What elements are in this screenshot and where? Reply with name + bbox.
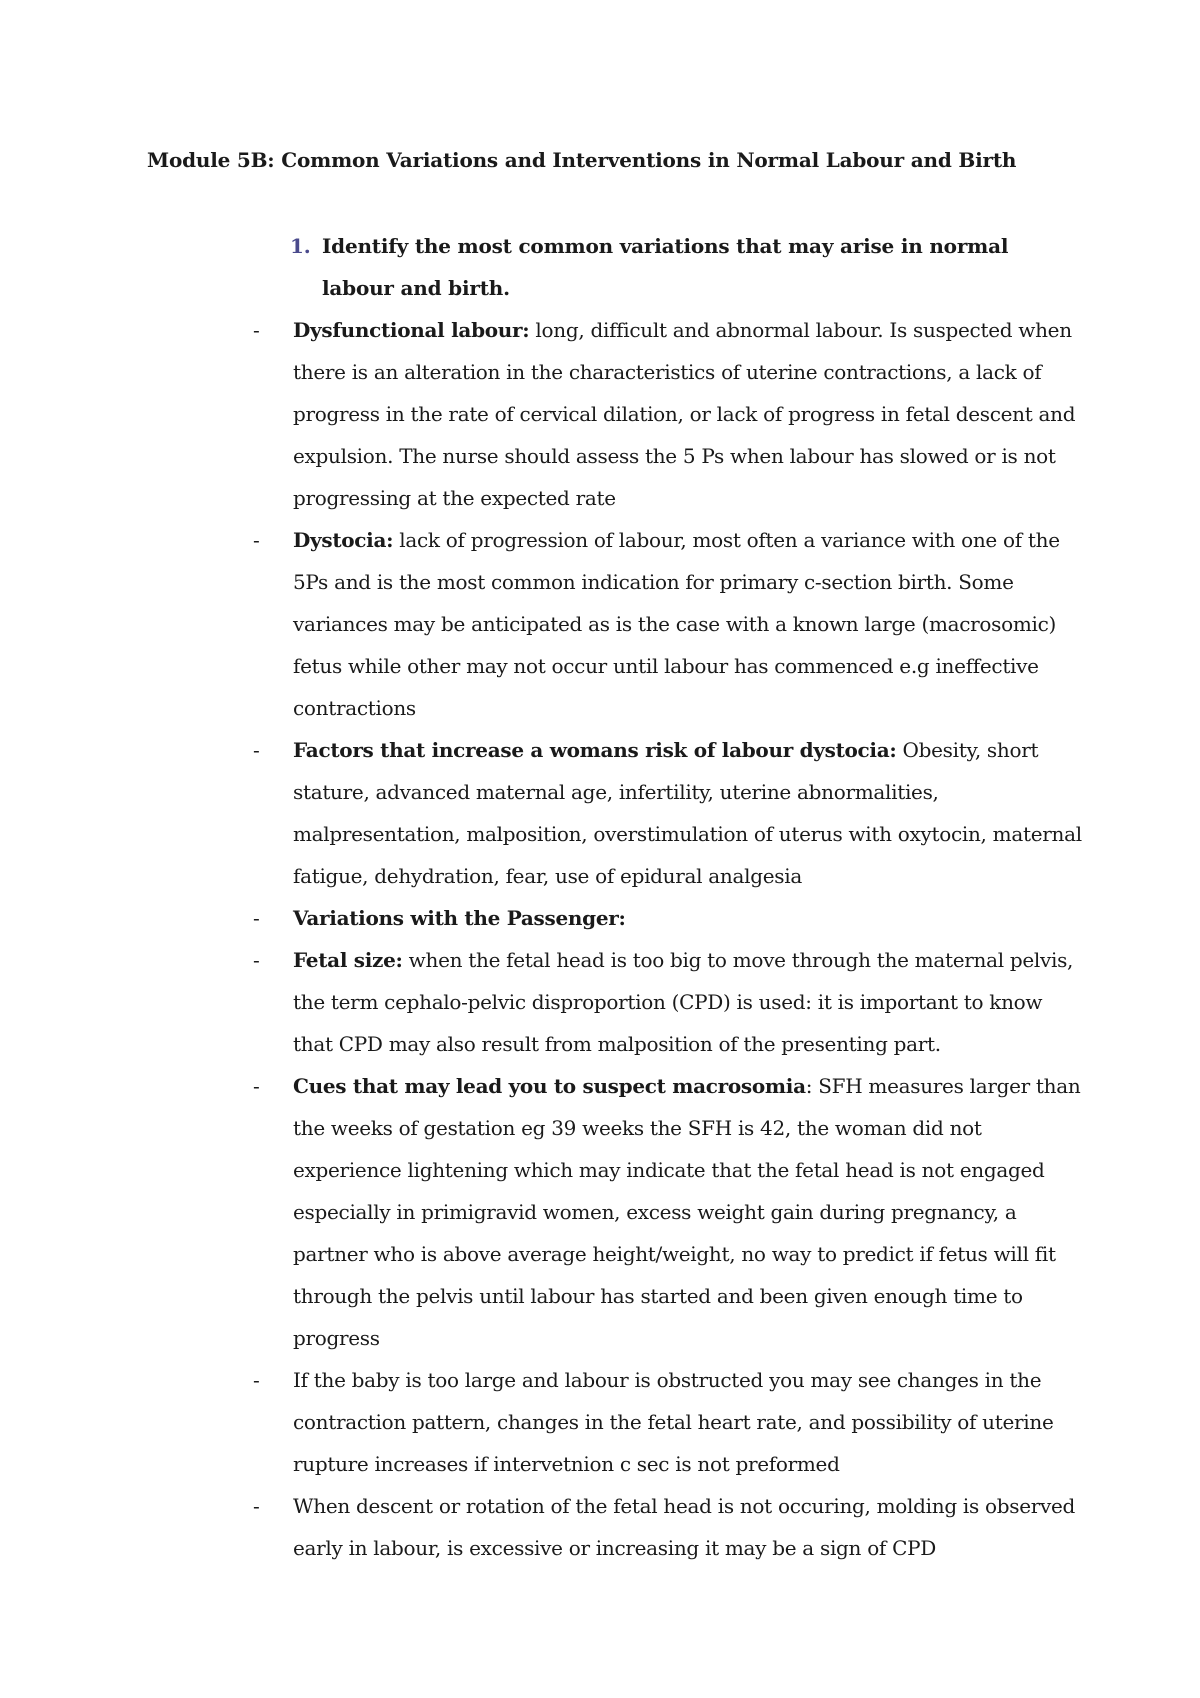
bullet-cpd-signs: [0, 1485, 1083, 1569]
bullet-term: Dystocia:: [293, 528, 394, 552]
bullet-dash: -: [253, 906, 260, 930]
bullet-term: Fetal size:: [293, 948, 403, 972]
bullet-text: when the fetal head is too big to move through the maternal pelvis, the term cephalo-pelvic disproportion (CPD) is used: it is important to know that CPD may also result from malposition of the presenting part.: [293, 948, 1074, 1056]
bullet-text: If the baby is too large and labour is obstructed you may see changes in the contraction pattern, changes in the fetal heart rate, and possibility of uterine rupture increases if intervetnion c sec is not preformed: [293, 1368, 1054, 1476]
bullet-risk-factors: [0, 729, 1083, 897]
bullet-list: [0, 309, 1200, 1569]
bullet-passenger-variations: [0, 897, 1083, 939]
bullet-text: lack of progression of labour, most often a variance with one of the 5Ps and is the most common indication for primary c-section birth. Some variances may be anticipated as is the case with a known large (macrosomic) fetus while other may not occur until labour has commenced e.g ineffective contractions: [293, 528, 1060, 720]
bullet-dash: -: [253, 738, 260, 762]
bullet-text: Obesity, short stature, advanced maternal age, infertility, uterine abnormalities, malpresentation, malposition, overstimulation of uterus with oxytocin, maternal fatigue, dehydration, fear, use of epidural analgesia: [293, 738, 1082, 888]
bullet-term: Dysfunctional labour:: [293, 318, 530, 342]
bullet-dystocia: [0, 519, 1083, 729]
question-text: Identify the most common variations that may arise in normal labour and birth.: [322, 234, 1009, 300]
bullet-text: long, difficult and abnormal labour. Is suspected when there is an alteration in the characteristics of uterine contractions, a lack of progress in the rate of cervical dilation, or lack of progress in fetal descent and expulsion. The nurse should assess the 5 Ps when labour has slowed or is not progressing at the expected rate: [293, 318, 1076, 510]
bullet-dash: -: [253, 318, 260, 342]
question-number: 1.: [290, 234, 311, 258]
bullet-term: Variations with the Passenger:: [293, 906, 626, 930]
bullet-fetal-size: [0, 939, 1083, 1065]
bullet-macrosomia-cues: [0, 1065, 1083, 1359]
document-title: Module 5B: Common Variations and Interventions in Normal Labour and Birth: [147, 148, 1017, 172]
question-item: [290, 225, 1042, 309]
bullet-text: : SFH measures larger than the weeks of gestation eg 39 weeks the SFH is 42, the woman did not experience lightening which may indicate that the fetal head is not engaged especially in primigravid women, excess weight gain during pregnancy, a partner who is above average height/weight, no way to predict if fetus will fit through the pelvis until labour has started and been given enough time to progress: [293, 1074, 1081, 1350]
bullet-term: Factors that increase a womans risk of labour dystocia:: [293, 738, 897, 762]
bullet-obstructed-labour: [0, 1359, 1083, 1485]
bullet-term: Cues that may lead you to suspect macrosomia: [293, 1074, 806, 1098]
bullet-dash: -: [253, 1494, 260, 1518]
bullet-dash: -: [253, 528, 260, 552]
bullet-dash: -: [253, 1368, 260, 1392]
bullet-dash: -: [253, 1074, 260, 1098]
bullet-text: When descent or rotation of the fetal head is not occuring, molding is observed early in labour, is excessive or increasing it may be a sign of CPD: [293, 1494, 1076, 1560]
bullet-dysfunctional-labour: [0, 309, 1083, 519]
bullet-dash: -: [253, 948, 260, 972]
